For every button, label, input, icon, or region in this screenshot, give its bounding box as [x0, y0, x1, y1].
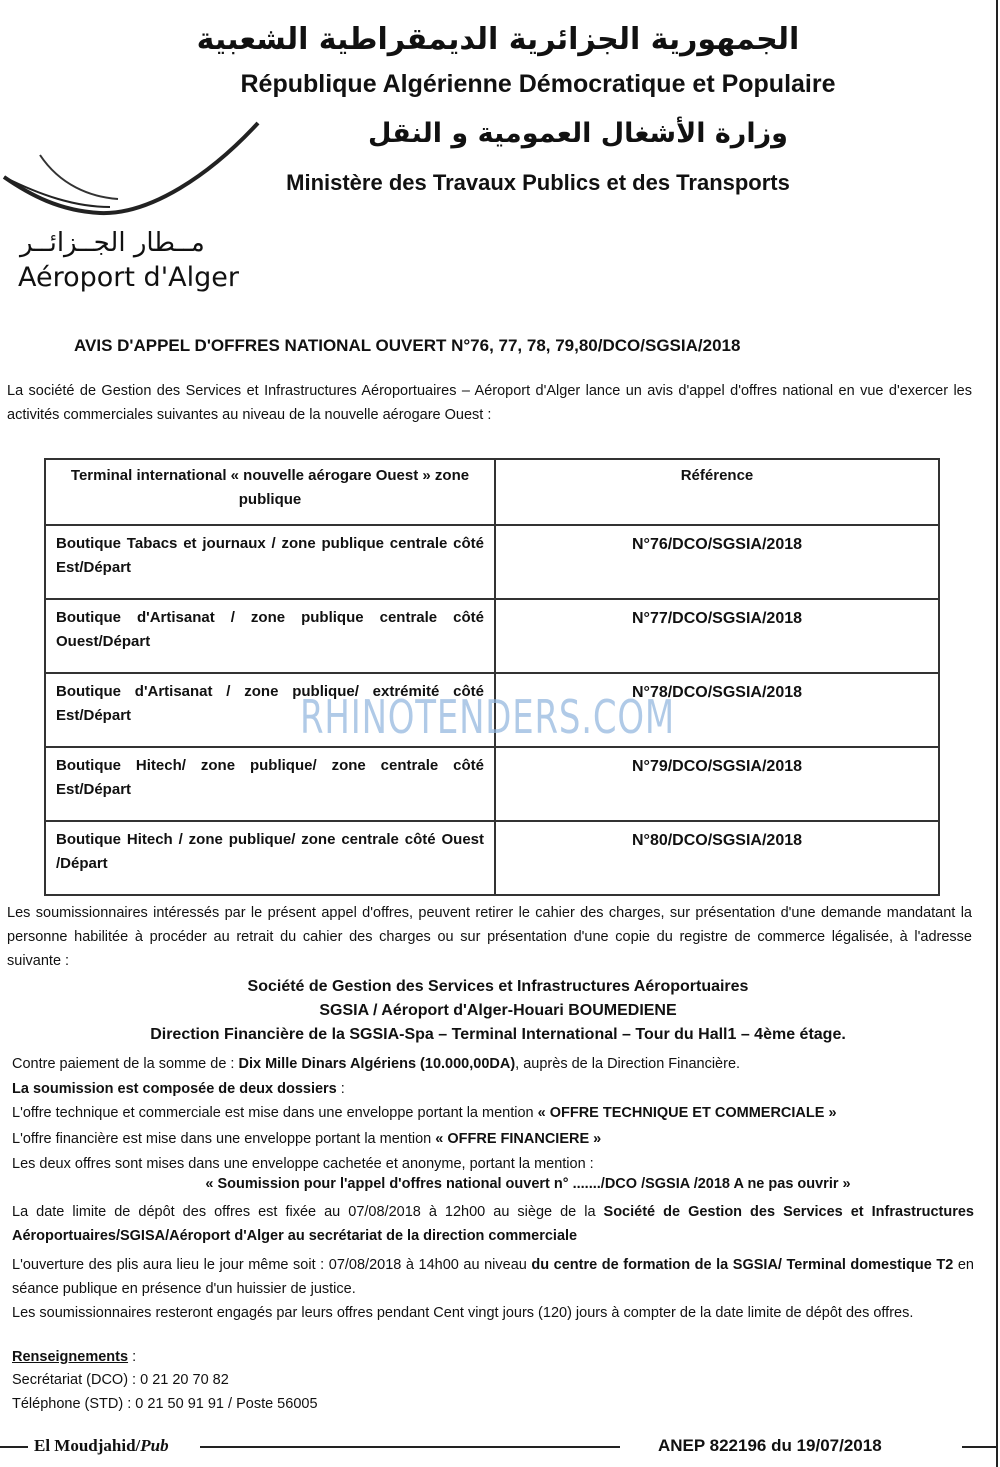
ouverture-suffix: en séance publique en présence d'un huissier de justice. — [12, 1257, 974, 1297]
renseignements-colon: : — [128, 1349, 137, 1365]
retrait-paragraph: Les soumissionnaires intéressés par le présent appel d'offres, peuvent retirer le cahier des charges, sur présentation d'une demande mandatant la personne habilitée à procéder au retrait du cahier des charges ou sur présentation d'une copie du registre de commerce légalisée, à l'adresse suivante : — [7, 905, 972, 969]
financiere-prefix: L'offre financière est mise dans une enveloppe portant la mention — [12, 1131, 436, 1147]
soumission-text: La soumission est composée de deux dossiers — [12, 1081, 337, 1097]
table-cell-reference: N°80/DCO/SGSIA/2018 — [495, 821, 939, 895]
table-cell-description: Boutique d'Artisanat / zone publique centrale côté Ouest/Départ — [45, 599, 495, 673]
table-header-row — [45, 459, 939, 525]
table-cell-description: Boutique Hitech / zone publique/ zone centrale côté Ouest /Départ — [45, 821, 495, 895]
table-row — [45, 599, 939, 673]
technique-mention: « OFFRE TECHNIQUE ET COMMERCIALE » — [537, 1105, 837, 1121]
table-cell-reference: N°76/DCO/SGSIA/2018 — [495, 525, 939, 599]
mention-line: « Soumission pour l'appel d'offres national ouvert n° ......./DCO /SGSIA /2018 A ne pas ouvrir » — [205, 1176, 851, 1192]
table-cell-reference: N°79/DCO/SGSIA/2018 — [495, 747, 939, 821]
table-cell-reference: N°78/DCO/SGSIA/2018 — [495, 673, 939, 747]
date-limite-bold: Société de Gestion des Services et Infrastructures Aéroportuaires/SGISA/Aéroport d'Alger au secrétariat de la direction commerciale — [12, 1204, 974, 1244]
ouverture-paragraph — [12, 1253, 974, 1301]
paiement-line — [12, 1052, 974, 1076]
deux-offres-line: Les deux offres sont mises dans une enveloppe cachetée et anonyme, portant la mention : — [12, 1156, 594, 1172]
paiement-suffix: , auprès de la Direction Financière. — [515, 1056, 741, 1072]
table-cell-description: Boutique Tabacs et journaux / zone publique centrale côté Est/Départ — [45, 525, 495, 599]
table-cell-reference: N°77/DCO/SGSIA/2018 — [495, 599, 939, 673]
footer-publication — [34, 1436, 169, 1456]
ouverture-prefix: L'ouverture des plis aura lieu le jour même soit : 07/08/2018 à 14h00 au niveau — [12, 1257, 532, 1273]
renseignements-heading: Renseignements — [12, 1349, 129, 1365]
financiere-mention: « OFFRE FINANCIERE » — [435, 1131, 602, 1147]
arabic-republic-heading: الجمهورية الجزائرية الديمقراطية الشعبية — [196, 22, 800, 57]
notice-title: AVIS D'APPEL D'OFFRES NATIONAL OUVERT N°76, 77, 78, 79,80/DCO/SGSIA/2018 — [74, 336, 741, 355]
technique-prefix: L'offre technique et commerciale est mise dans une enveloppe portant la mention — [12, 1105, 538, 1121]
secretariat-line: Secrétariat (DCO) : 0 21 20 70 82 — [12, 1372, 229, 1388]
logo-french-text: Aéroport d'Alger — [18, 262, 239, 293]
table-header-reference: Référence — [495, 459, 939, 525]
table-cell-description: Boutique d'Artisanat / zone publique/ extrémité côté Est/Départ — [45, 673, 495, 747]
table-row — [45, 747, 939, 821]
footer-publication-name: El Moudjahid/ — [34, 1436, 141, 1455]
financiere-line — [12, 1127, 974, 1151]
soumission-line — [12, 1077, 974, 1101]
intro-paragraph: La société de Gestion des Services et Infrastructures Aéroportuaires – Aéroport d'Alger lance un avis d'appel d'offres national en vue d'exercer les activités commerciales suivantes au niveau de la nouvelle aérogare Ouest : — [7, 383, 972, 423]
offers-table — [44, 458, 940, 896]
table-header-terminal: Terminal international « nouvelle aérogare Ouest » zone publique — [45, 459, 495, 525]
telephone-line: Téléphone (STD) : 0 21 50 91 91 / Poste 56005 — [12, 1396, 318, 1412]
paiement-prefix: Contre paiement de la somme de : — [12, 1056, 239, 1072]
address-line-1: Société de Gestion des Services et Infrastructures Aéroportuaires — [247, 978, 749, 995]
french-ministry-heading: Ministère des Travaux Publics et des Transports — [286, 170, 790, 195]
table-row — [45, 821, 939, 895]
paiement-amount: Dix Mille Dinars Algériens (10.000,00DA) — [238, 1056, 516, 1072]
arabic-ministry-heading: وزارة الأشغال العمومية و النقل — [368, 118, 788, 149]
watermark-text: RHINOTENDERS.COM — [300, 690, 676, 744]
engages-paragraph: Les soumissionnaires resteront engagés par leurs offres pendant Cent vingt jours (120) jours à compter de la date limite de dépôt des offres. — [12, 1305, 914, 1321]
footer-publication-type: Pub — [140, 1436, 169, 1455]
renseignements-line — [12, 1345, 974, 1369]
logo-arabic-text: مــطار الجــزائــر — [20, 228, 205, 258]
table-row — [45, 525, 939, 599]
footer-anep-reference: ANEP 822196 du 19/07/2018 — [658, 1436, 882, 1455]
footer-rule-right — [962, 1446, 998, 1448]
date-limite-prefix: La date limite de dépôt des offres est fixée au 07/08/2018 à 12h00 au siège de la — [12, 1204, 604, 1220]
address-line-2: SGSIA / Aéroport d'Alger-Houari BOUMEDIENE — [319, 1002, 677, 1019]
soumission-colon: : — [336, 1081, 345, 1097]
table-cell-description: Boutique Hitech/ zone publique/ zone centrale côté Est/Départ — [45, 747, 495, 821]
footer-rule-left — [0, 1446, 28, 1448]
date-limite-paragraph — [12, 1200, 974, 1248]
technique-line — [12, 1101, 974, 1125]
french-republic-heading: République Algérienne Démocratique et Populaire — [240, 70, 836, 98]
address-line-3: Direction Financière de la SGSIA-Spa – Terminal International – Tour du Hall1 – 4ème étage. — [150, 1026, 846, 1043]
ouverture-bold: du centre de formation de la SGSIA/ Terminal domestique T2 — [531, 1257, 954, 1273]
footer-rule-middle — [200, 1446, 620, 1448]
